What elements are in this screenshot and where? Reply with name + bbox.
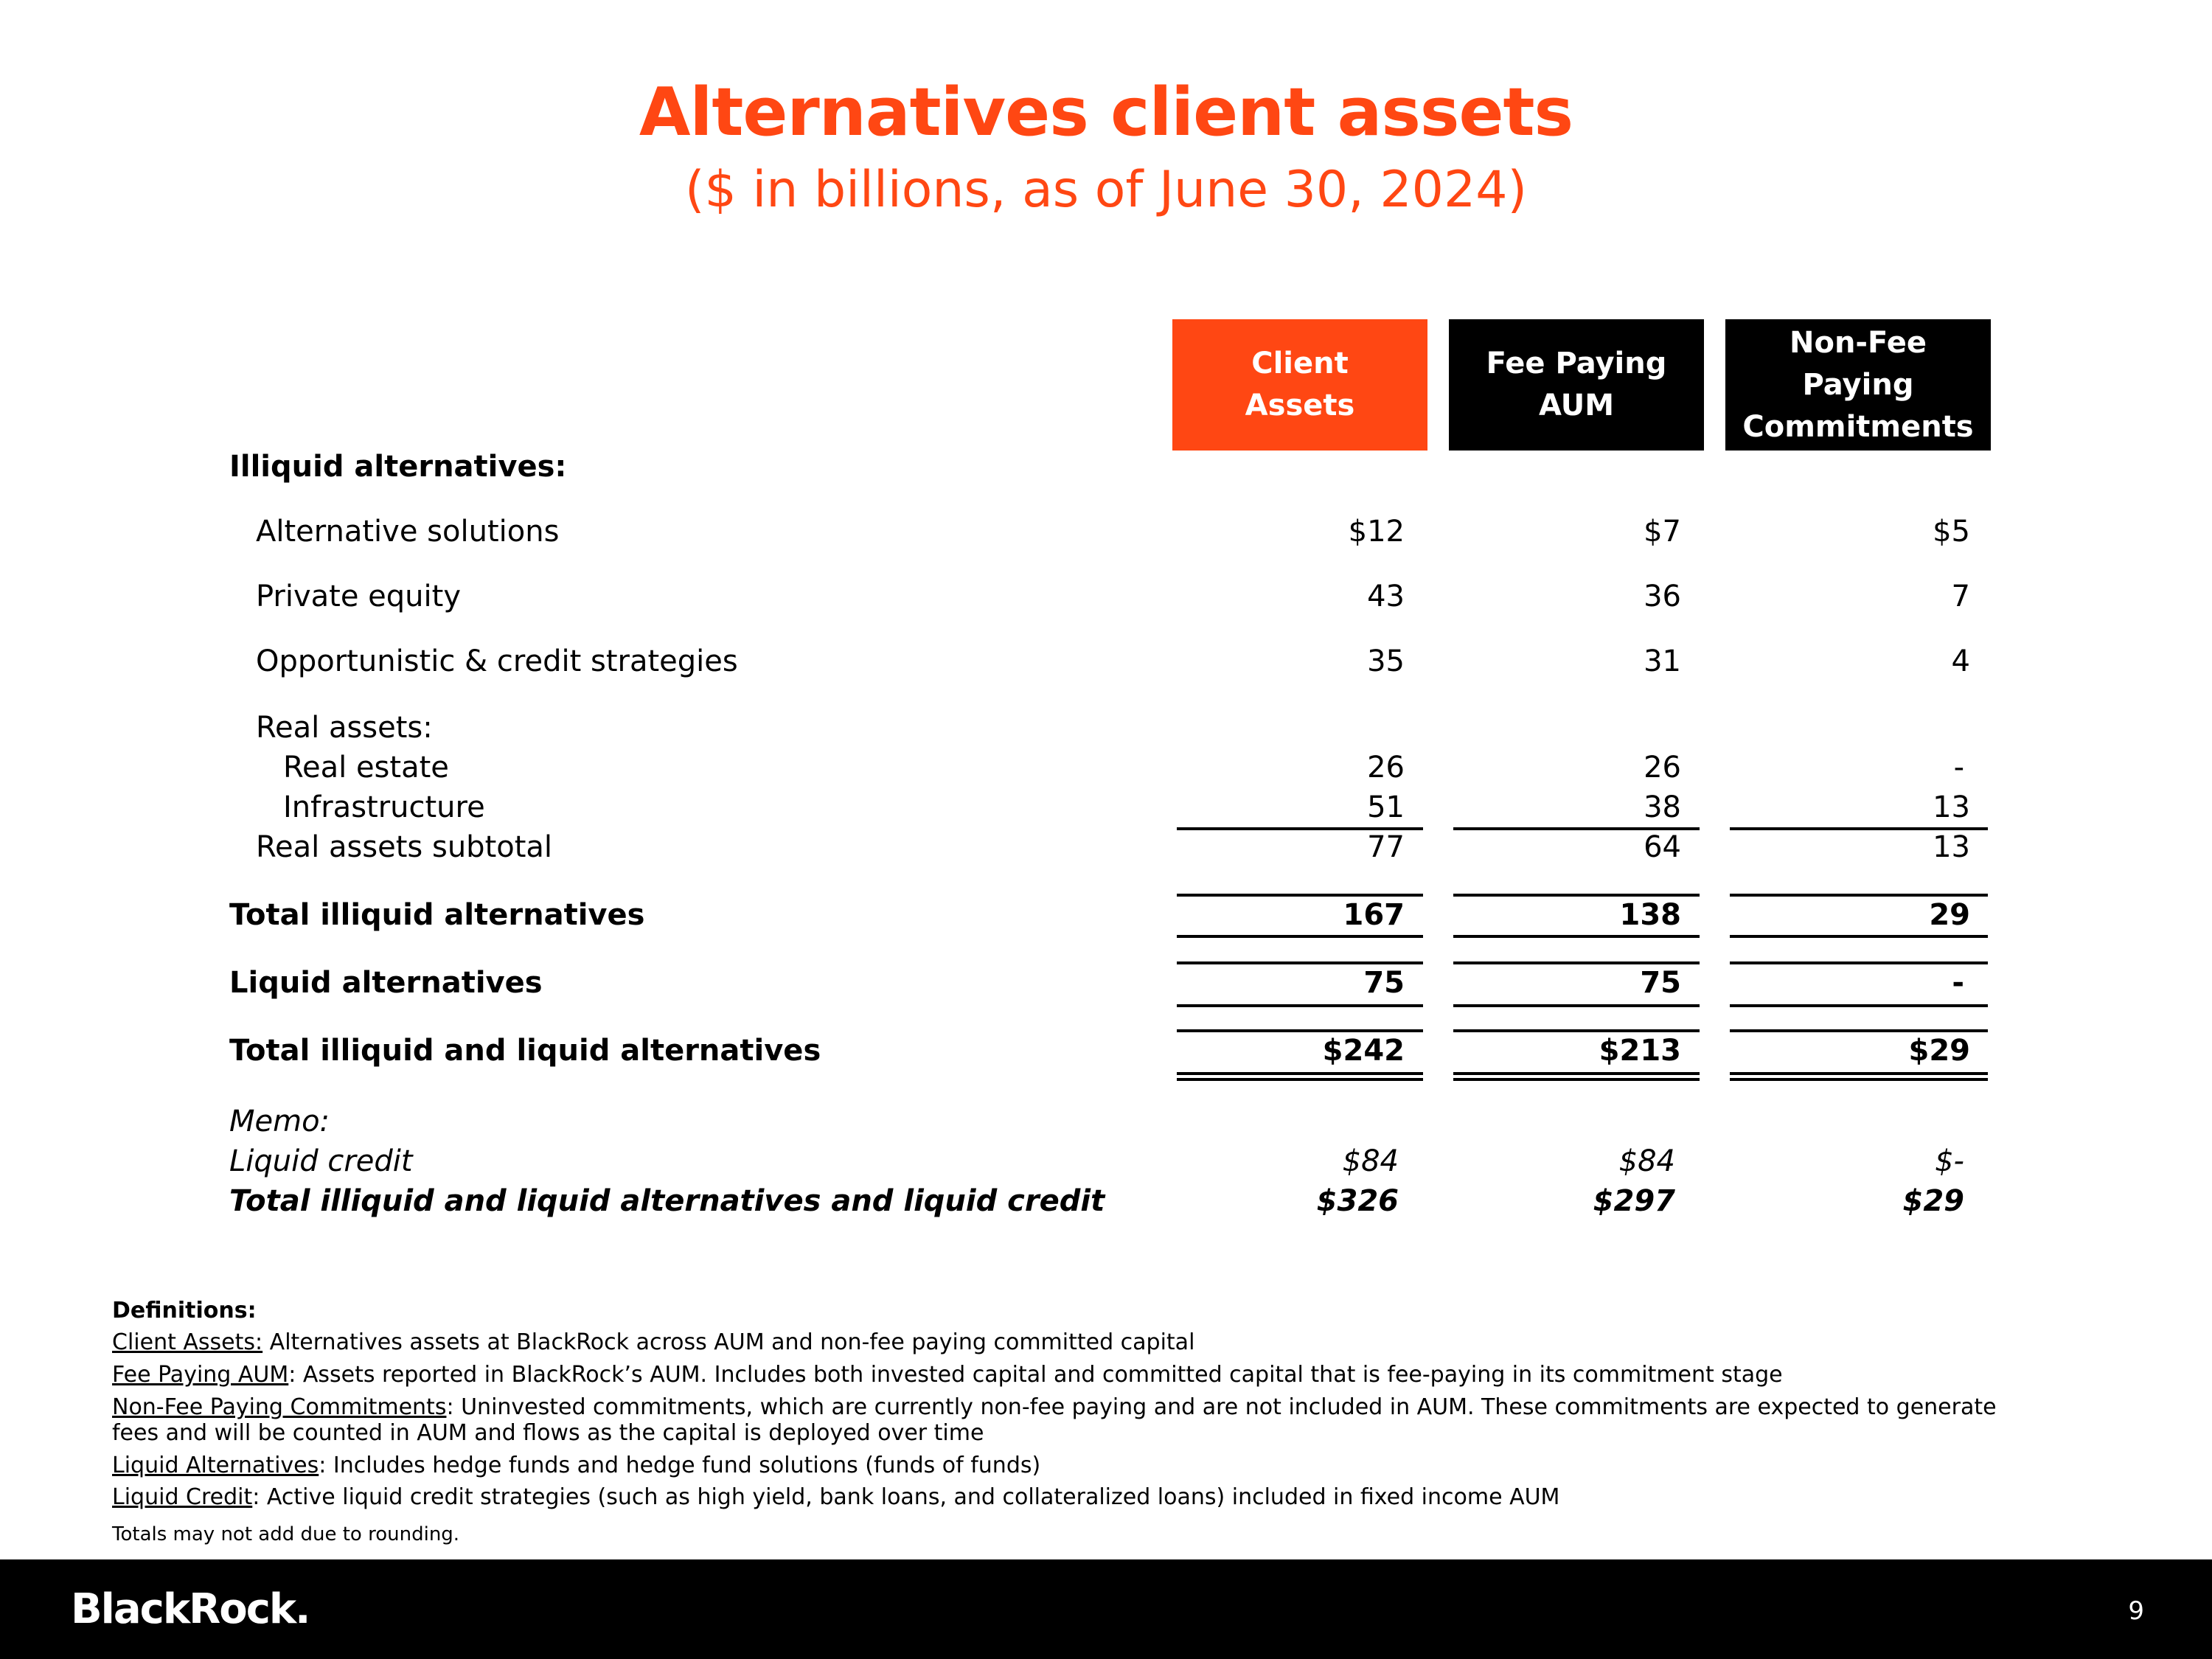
cell-value: -	[1953, 751, 1964, 785]
cell-value: $7	[1644, 515, 1681, 549]
definition-text: Alternatives assets at BlackRock across AUM and non-fee paying committed capital	[262, 1329, 1195, 1355]
header-non-fee-paying: Non-Fee Paying Commitments	[1725, 319, 1991, 451]
table-rule	[1453, 1078, 1700, 1081]
definition-item	[112, 1329, 1194, 1355]
blackrock-logo: BlackRock.	[71, 1585, 310, 1633]
cell-value: 38	[1644, 790, 1681, 824]
row-label: Alternative solutions	[256, 515, 560, 549]
header-client-assets: Client Assets	[1172, 319, 1427, 451]
table-rule	[1730, 1029, 1988, 1032]
definition-item	[112, 1453, 1040, 1478]
cell-value: 51	[1367, 790, 1405, 824]
row-label: Opportunistic & credit strategies	[256, 644, 738, 678]
row-label: Real estate	[283, 751, 449, 785]
cell-value: 13	[1933, 830, 1970, 864]
row-label: Liquid credit	[229, 1144, 413, 1178]
row-label: Memo:	[229, 1105, 330, 1138]
table-rule	[1453, 1072, 1700, 1075]
cell-value: 43	[1367, 580, 1405, 613]
table-rule	[1730, 827, 1988, 830]
table-rule	[1730, 1004, 1988, 1007]
table-rule	[1453, 1004, 1700, 1007]
cell-value: $12	[1348, 515, 1405, 549]
row-label: Total illiquid and liquid alternatives and liquid credit	[229, 1184, 1105, 1218]
page-title: Alternatives client assets	[639, 74, 1573, 151]
table-rule	[1453, 935, 1700, 938]
cell-value: $297	[1593, 1184, 1675, 1218]
table-rule	[1453, 827, 1700, 830]
definition-item-continued: fees and will be counted in AUM and flows as the capital is deployed over time	[112, 1420, 984, 1446]
row-label: Total illiquid and liquid alternatives	[229, 1034, 821, 1068]
rounding-note: Totals may not add due to rounding.	[112, 1523, 460, 1545]
cell-value: 64	[1644, 830, 1681, 864]
definition-text: : Active liquid credit strategies (such as high yield, bank loans, and collateralized loans) included in fixed income AUM	[252, 1484, 1560, 1510]
row-label: Private equity	[256, 580, 461, 613]
cell-value: $213	[1599, 1034, 1681, 1068]
footer-bar	[0, 1559, 2212, 1659]
row-label: Real assets:	[256, 711, 433, 745]
header-fee-paying-aum: Fee Paying AUM	[1449, 319, 1704, 451]
definition-term: Client Assets:	[112, 1329, 263, 1355]
cell-value: $326	[1316, 1184, 1399, 1218]
cell-value: $29	[1908, 1034, 1970, 1068]
table-rule	[1730, 1078, 1988, 1081]
table-rule	[1453, 894, 1700, 897]
definition-term: Non-Fee Paying Commitments	[112, 1394, 447, 1420]
row-label: Liquid alternatives	[229, 966, 543, 1000]
table-rule	[1453, 1029, 1700, 1032]
cell-value: 36	[1644, 580, 1681, 613]
table-rule	[1730, 1072, 1988, 1075]
table-rule	[1730, 935, 1988, 938]
row-label: Infrastructure	[283, 790, 485, 824]
definition-item	[112, 1394, 1997, 1420]
cell-value: 26	[1644, 751, 1681, 785]
definition-item	[112, 1362, 1783, 1388]
cell-value: $29	[1902, 1184, 1964, 1218]
cell-value: 167	[1343, 898, 1405, 932]
cell-value: $84	[1618, 1144, 1675, 1178]
cell-value: $84	[1342, 1144, 1399, 1178]
definition-text: : Assets reported in BlackRock’s AUM. Includes both invested capital and committed capital that is fee-paying in its commitment stage	[288, 1362, 1783, 1388]
table-rule	[1177, 1029, 1423, 1032]
cell-value: $-	[1935, 1144, 1964, 1178]
table-rule	[1177, 961, 1423, 964]
definition-text: : Includes hedge funds and hedge fund solutions (funds of funds)	[319, 1453, 1041, 1478]
table-rule	[1730, 894, 1988, 897]
table-rule	[1177, 935, 1423, 938]
definitions-heading: Definitions:	[112, 1298, 257, 1324]
table-rule	[1177, 1078, 1423, 1081]
cell-value: 31	[1644, 644, 1681, 678]
cell-value: 75	[1363, 966, 1405, 1000]
table-rule	[1177, 894, 1423, 897]
table-rule	[1730, 961, 1988, 964]
cell-value: $5	[1933, 515, 1970, 549]
cell-value: -	[1952, 966, 1964, 1000]
cell-value: 13	[1933, 790, 1970, 824]
cell-value: $242	[1322, 1034, 1405, 1068]
cell-value: 29	[1929, 898, 1970, 932]
definition-term: Liquid Alternatives	[112, 1453, 319, 1478]
table-rule	[1177, 1004, 1423, 1007]
cell-value: 35	[1367, 644, 1405, 678]
row-label: Total illiquid alternatives	[229, 898, 645, 932]
cell-value: 7	[1951, 580, 1970, 613]
row-label: Real assets subtotal	[256, 830, 553, 864]
page-number: 9	[2128, 1596, 2144, 1626]
cell-value: 75	[1640, 966, 1681, 1000]
definition-term: Liquid Credit	[112, 1484, 253, 1510]
table-rule	[1177, 827, 1423, 830]
cell-value: 138	[1619, 898, 1681, 932]
definition-text: : Uninvested commitments, which are currently non-fee paying and are not included in AUM. These commitments are expected to generate	[446, 1394, 1997, 1420]
definition-term: Fee Paying AUM	[112, 1362, 289, 1388]
section-heading: Illiquid alternatives:	[229, 450, 567, 484]
table-rule	[1453, 961, 1700, 964]
definition-item	[112, 1484, 1559, 1510]
cell-value: 77	[1367, 830, 1405, 864]
page-subtitle: ($ in billions, as of June 30, 2024)	[684, 161, 1528, 219]
table-rule	[1177, 1072, 1423, 1075]
cell-value: 26	[1367, 751, 1405, 785]
cell-value: 4	[1951, 644, 1970, 678]
